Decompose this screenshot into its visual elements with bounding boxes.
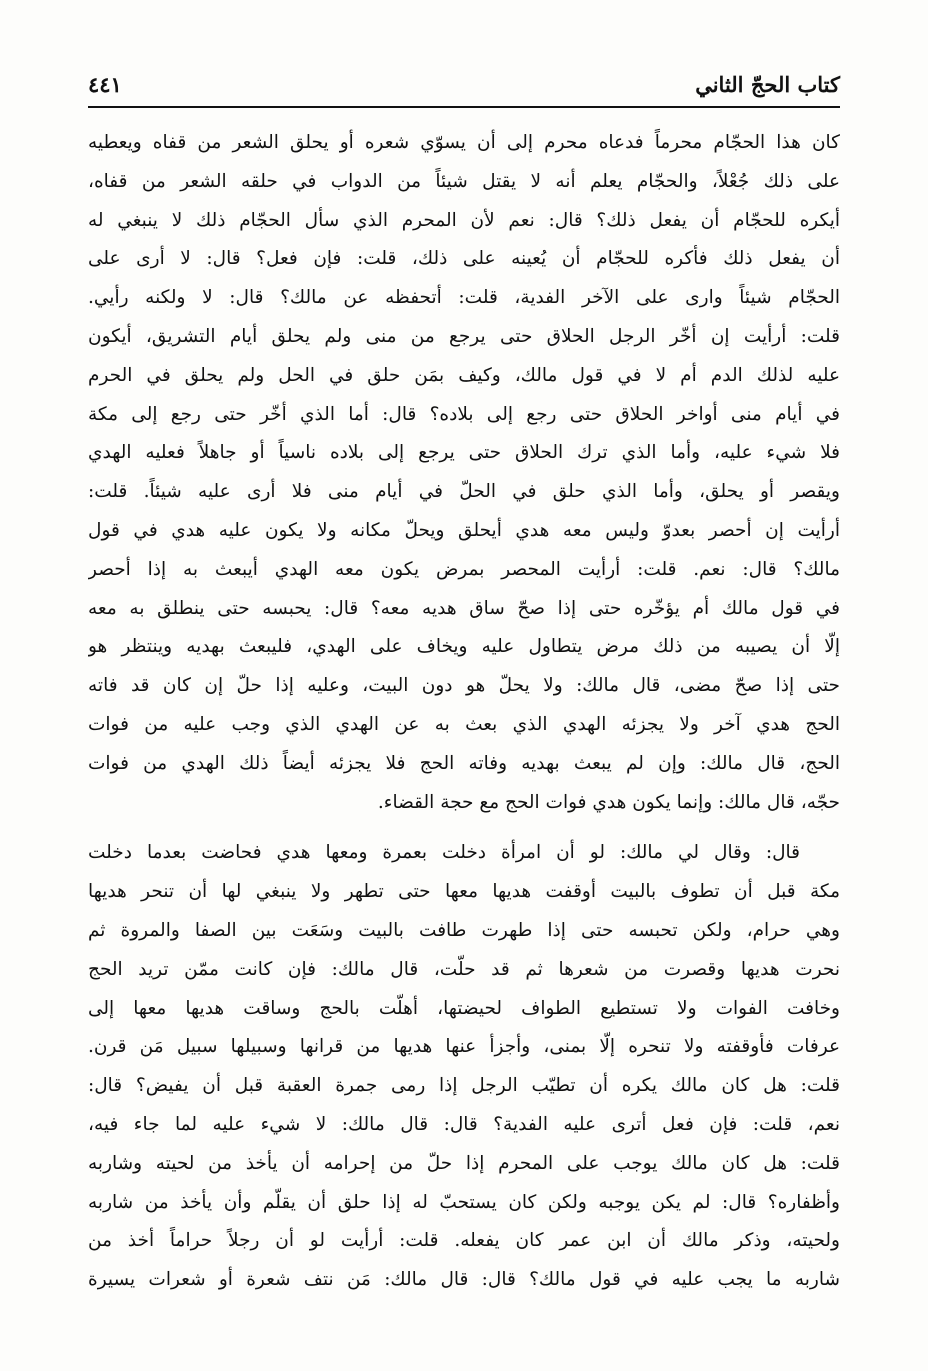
text-line: ولحيته، وذكر مالك أن ابن عمر كان يفعله. قلت: أرأيت لو أن رجلاً حراماً أخذ من <box>88 1230 840 1252</box>
text-line: عرفات فأوقفته ولا تنحره إلّا بمنى، وأجزأ عنها هديها من قرانها وسبيلها سبيل مَن قرن. <box>88 1036 840 1058</box>
text-line: الحجّام شيئاً وارى على الآخر الفدية، قلت: أتحفظه عن مالك؟ قال: لا ولكنه رأيي. <box>88 287 840 309</box>
text-line: الحج هدي آخر ولا يجزئه الهدي الذي بعث به عن الهدي الذي وجب عليه من فوات <box>88 713 840 735</box>
text-line: شاربه ما يجب عليه في قول مالك؟ قال: قال مالك: مَن نتف شعرة أو شعرات يسيرة <box>88 1269 840 1291</box>
text-line: وهي حرام، ولكن تحبسه حتى إذا طهرت طافت بالبيت وسَعَت بين الصفا والمروة ثم <box>88 919 840 941</box>
paragraph-gap <box>88 822 840 834</box>
paragraph-1 <box>88 124 840 822</box>
text-line: نعم، قلت: فإن فعل أترى عليه الفدية؟ قال: قال مالك: لا شيء عليه لما جاء فيه، <box>88 1113 840 1135</box>
text-line: في أيام منى أواخر الحلاق حتى رجع إلى بلاده؟ قال: أما الذي أخّر حتى رجع إلى مكة <box>88 403 840 425</box>
header-rule <box>88 106 840 108</box>
text-line: وخافت الفوات ولا تستطيع الطواف لحيضتها، أهلّت بالحج وساقت هديها معها إلى <box>88 997 840 1019</box>
text-line: عليه لذلك الدم أم لا في قول مالك، وكيف بمَن حلق في الحل ولم يحلق في الحرم <box>88 364 840 386</box>
text-line: فلا شيء عليه، وأما الذي ترك الحلاق حتى يرجع إلى بلاده ناسياً أو جاهلاً فعليه الهدي <box>88 442 840 464</box>
text-line: مكة قبل أن تطوف بالبيت أوقفت هديها معها حتى تطهر ولا ينبغي لها أن تنحر هديها <box>88 881 840 903</box>
text-line: مالك؟ قال: نعم. قلت: أرأيت المحصر بمرض يكون معه الهدي أيبعث به إذا أحصر <box>88 558 840 580</box>
text-line: في قول مالك أم يؤخّره حتى إذا صحّ ساق هديه معه؟ قال: يحبسه حتى ينطلق به معه <box>88 597 840 619</box>
page-header <box>88 70 840 106</box>
running-title: كتاب الحجّ الثاني <box>695 72 840 97</box>
page-number: ٤٤١ <box>88 72 122 97</box>
text-line: الحج، قال مالك: وإن لم يبعث بهديه وفاته الحج فلا يجزئه أيضاً ذلك الهدي من فوات <box>88 752 840 774</box>
page-body <box>88 124 840 1300</box>
text-line: نحرت هديها وقصرت من شعرها ثم قد حلّت، قال مالك: فإن كانت ممّن تريد الحج <box>88 958 840 980</box>
text-line: قلت: هل كان مالك يوجب على المحرم إذا حلّ من إحرامه أن يأخذ من لحيته وشاربه <box>88 1152 840 1174</box>
text-line: كان هذا الحجّام محرماً فدعاه محرم إلى أن يسوّي شعره أو يحلق الشعر من قفاه ويعطيه <box>88 132 840 153</box>
text-line: على ذلك جُعْلاً، والحجّام يعلم أنه لا يقتل شيئاً من الدواب في حلقه الشعر من قفاه، <box>88 170 840 192</box>
paragraph-2 <box>88 834 840 1300</box>
text-line: أيكره للحجّام أن يفعل ذلك؟ قال: نعم لأن المحرم الذي سأل الحجّام ذلك لا ينبغي له <box>88 209 840 231</box>
text-line: أن يفعل ذلك فأكره للحجّام أن يُعينه على ذلك، قلت: فإن فعل؟ قال: لا أرى على <box>88 248 840 270</box>
text-line: قلت: أرأيت إن أخّر الرجل الحلاق حتى يرجع من منى ولم يحلق أيام التشريق، أيكون <box>88 325 840 347</box>
text-line: ويقصر أو يحلق، وأما الذي حلق في الحلّ في أيام منى فلا أرى عليه شيئاً. قلت: <box>88 481 840 503</box>
text-line: إلّا أن يصيبه من ذلك مرض يتطاول عليه ويخاف على الهدي، فليبعث بهديه وينتظر هو <box>88 636 840 658</box>
text-line: حجّه، قال مالك: وإنما يكون هدي فوات الحج مع حجة القضاء. <box>377 791 840 813</box>
text-line: أرأيت إن أحصر بعدوّ وليس معه هدي أيحلق ويحلّ مكانه ولا يكون عليه هدي في قول <box>88 519 840 541</box>
text-line: وأظفاره؟ قال: لم يكن يوجبه ولكن كان يستحبّ له إذا حلق أن يقلّم وأن يأخذ من شاربه <box>88 1191 840 1213</box>
text-line: قلت: هل كان مالك يكره أن تطيّب الرجل إذا رمى جمرة العقبة قبل أن يفيض؟ قال: <box>88 1075 840 1097</box>
text-line: حتى إذا صحّ مضى، قال مالك: ولا يحلّ هو دون البيت، وعليه إذا حلّ إن كان قد فاته <box>88 675 840 697</box>
text-line: قال: وقال لي مالك: لو أن امرأة دخلت بعمرة ومعها هدي فحاضت بعدما دخلت <box>88 842 800 864</box>
